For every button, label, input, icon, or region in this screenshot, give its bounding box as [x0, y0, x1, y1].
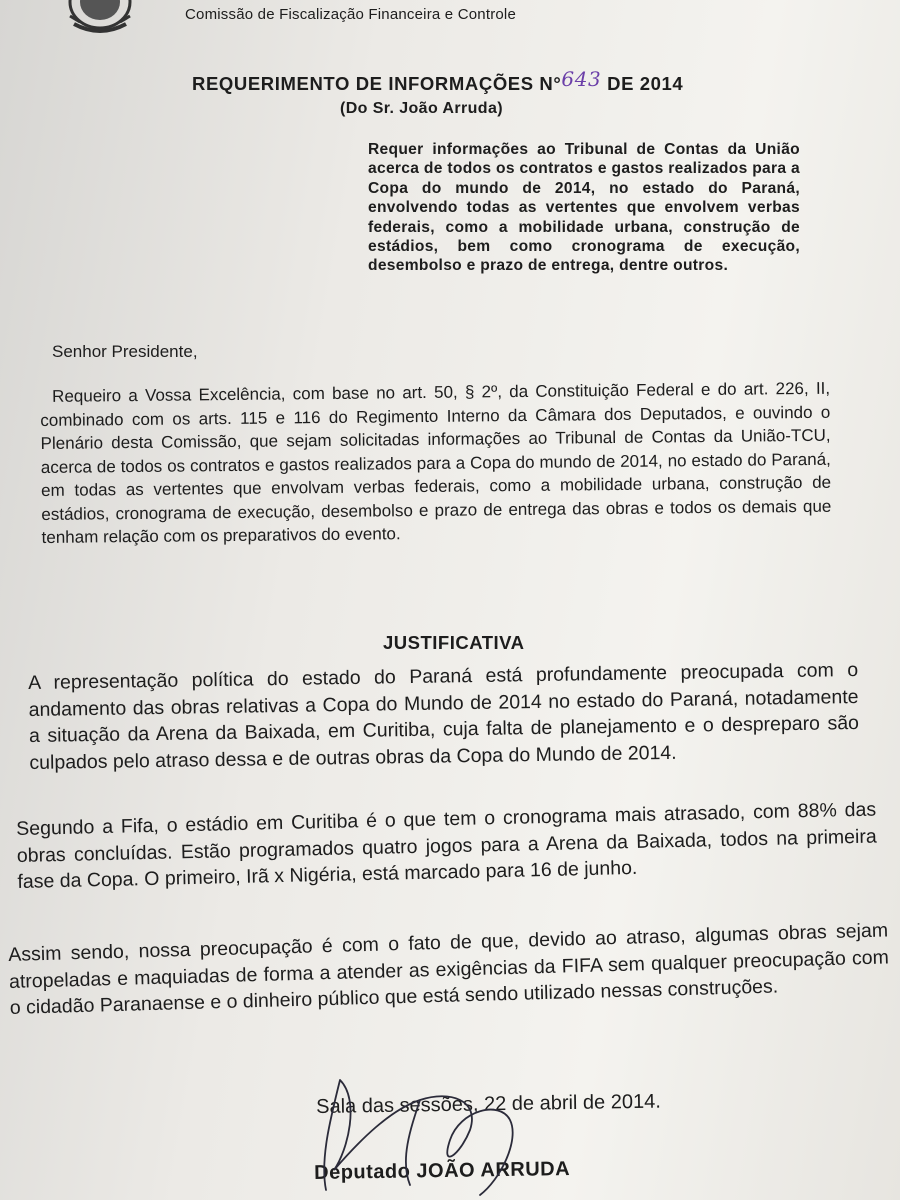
- justificativa-heading: JUSTIFICATIVA: [383, 632, 525, 653]
- ementa-summary: Requer informações ao Tribunal de Contas da União acerca de todos os contratos e gastos realizados para a Copa do mundo de 2014, no estado do Paraná, envolvendo todas as vertentes que envolvem verbas federais, como a mobilidade urbana, construção de estádios, bem como cronograma de execução, desembolso e prazo de entrega, dentre outros.: [368, 141, 800, 275]
- justificativa-paragraph-2: Segundo a Fifa, o estádio em Curitiba é o que tem o cronograma mais atrasado, com 88% das obras concluídas. Estão programados quatro jogos para a Arena da Baixada, todos na primeira fase da Copa. O primeiro, Irã x Nigéria, está marcado para 16 de junho.: [16, 798, 877, 893]
- signer-name: Deputado JOÃO ARRUDA: [314, 1157, 571, 1184]
- request-paragraph: Requeiro a Vossa Excelência, com base no art. 50, § 2º, da Constituição Federal e do art. 226, II, combinado com os arts. 115 e 116 do Regimento Interno da Câmara dos Deputados, e ouvindo o Plenário desta Comissão, que sejam solicitadas informações ao Tribunal de Contas da União-TCU, acerca de todos os contratos e gastos realizados para a Copa do mundo de 2014, no estado do Paraná, em todas as vertentes que envolvam verbas federais, como a mobilidade urbana, construção de estádios, cronograma de execução, desembolso e prazo de entrega das obras e todos os demais que tenham relação com os preparativos do evento.: [40, 378, 832, 547]
- document-title: [192, 67, 684, 95]
- title-suffix: DE 2014: [601, 73, 684, 94]
- coat-of-arms-icon: [64, 0, 136, 34]
- justificativa-paragraph-3: Assim sendo, nossa preocupação é com o fato de que, devido ao atraso, algumas obras sejam atropeladas e maquiadas de forma a atender as exigências da FIFA sem qualquer preocupação com o cidadão Paranaense e o dinheiro público que está sendo utilizado nessas construções.: [8, 919, 890, 1019]
- title-prefix: REQUERIMENTO DE INFORMAÇÕES N°: [192, 73, 562, 94]
- place-date: Sala das sessões, 22 de abril de 2014.: [316, 1090, 661, 1118]
- greeting: Senhor Presidente,: [52, 342, 198, 361]
- committee-name: Comissão de Fiscalização Financeira e Controle: [185, 6, 517, 23]
- justificativa-paragraph-1: A representação política do estado do Paraná está profundamente preocupada com o andamento das obras relativas a Copa do Mundo de 2014 no estado do Paraná, notadamente a situação da Arena da Baixada, em Curitiba, cuja falta de planejamento e o despreparo são culpados pelo atraso dessa e de outras obras da Copa do Mundo de 2014.: [28, 658, 860, 774]
- handwritten-number: 643: [561, 67, 602, 91]
- author-line: (Do Sr. João Arruda): [340, 100, 503, 117]
